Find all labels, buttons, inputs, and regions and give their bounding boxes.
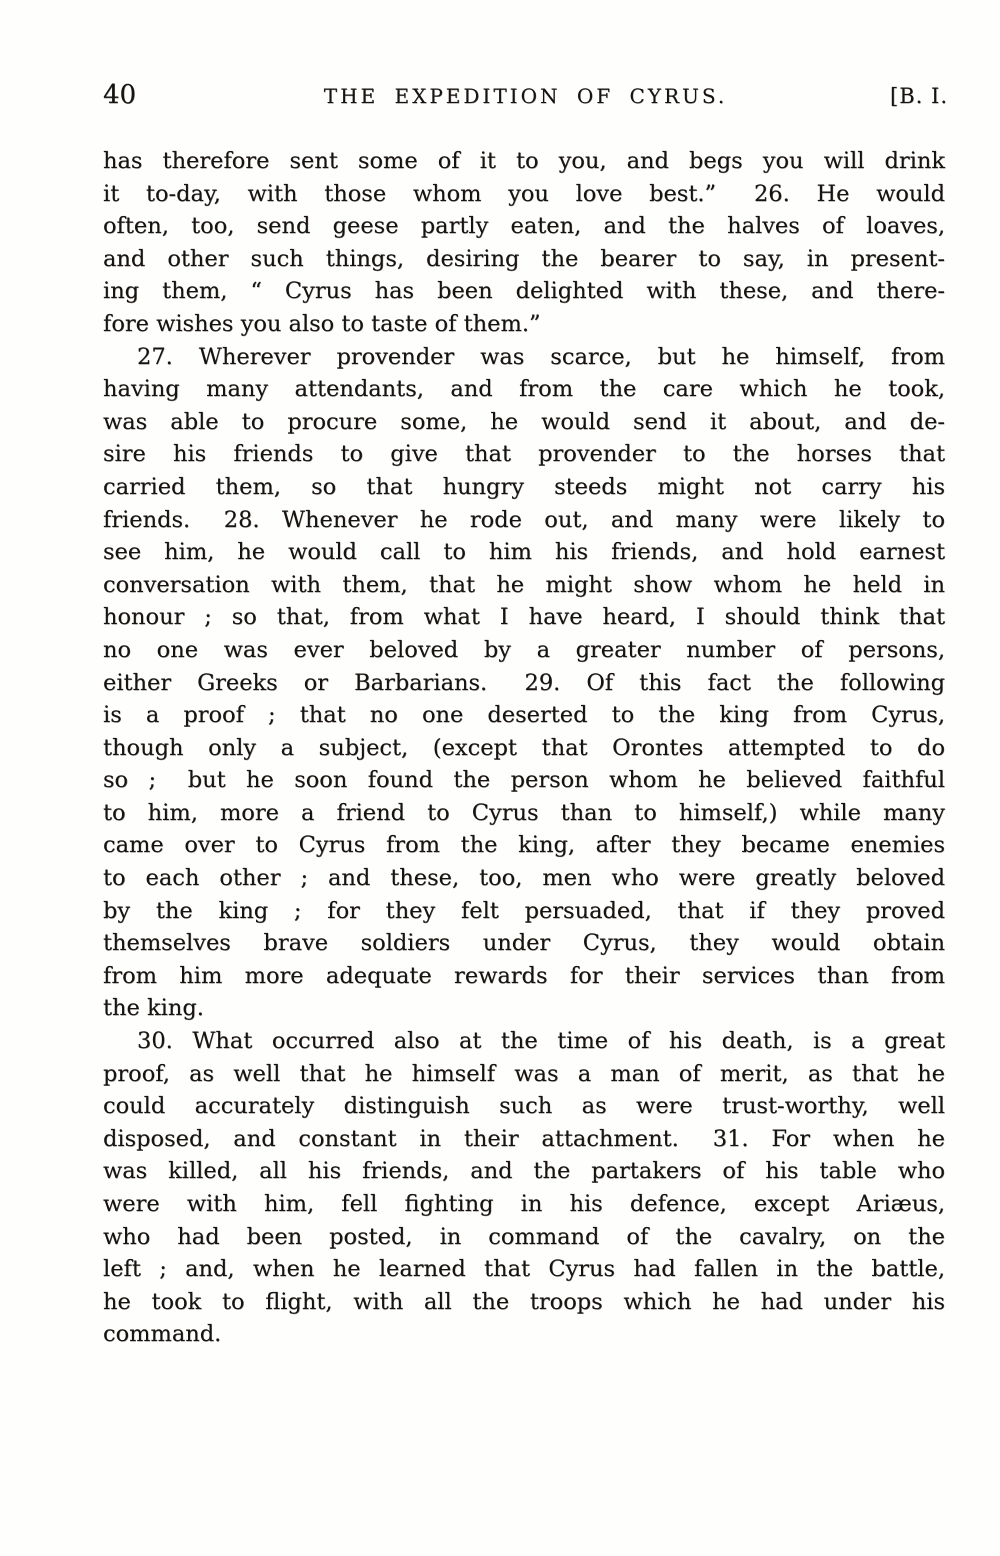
book-reference: [B. I. bbox=[890, 84, 948, 108]
text-line: could accurately distinguish such as were trust-worthy, well bbox=[103, 1093, 945, 1120]
text-line: proof, as well that he himself was a man of merit, as that he bbox=[103, 1060, 945, 1087]
text-line: has therefore sent some of it to you, and begs you will drink bbox=[103, 148, 945, 174]
text-line: friends. 28. Whenever he rode out, and many were likely to bbox=[103, 506, 945, 533]
text-line: ing them, “ Cyrus has been delighted with these, and there- bbox=[103, 278, 945, 305]
page-number: 40 bbox=[103, 80, 137, 110]
text-line: 30. What occurred also at the time of his death, is a great bbox=[137, 1028, 945, 1055]
text-line: is a proof ; that no one deserted to the king from Cyrus, bbox=[103, 702, 945, 729]
paragraph bbox=[103, 145, 945, 341]
text-line: to each other ; and these, too, men who were greatly beloved bbox=[103, 865, 945, 892]
text-line: often, too, send geese partly eaten, and the halves of loaves, bbox=[103, 213, 945, 240]
text-line: having many attendants, and from the care which he took, bbox=[103, 376, 945, 403]
text-line: disposed, and constant in their attachment. 31. For when he bbox=[103, 1125, 945, 1152]
text-line: either Greeks or Barbarians. 29. Of this fact the following bbox=[103, 669, 945, 696]
text-line: was able to procure some, he would send it about, and de- bbox=[103, 408, 945, 435]
text-line: was killed, all his friends, and the partakers of his table who bbox=[103, 1158, 945, 1185]
text-line: came over to Cyrus from the king, after they became enemies bbox=[103, 832, 945, 859]
text-line: see him, he would call to him his friends, and hold earnest bbox=[103, 539, 945, 566]
paragraph bbox=[103, 341, 945, 1025]
text-line: it to-day, with those whom you love best.” 26. He would bbox=[103, 180, 945, 207]
text-line: were with him, fell fighting in his defence, except Ariæus, bbox=[103, 1191, 945, 1217]
text-line: who had been posted, in command of the cavalry, on the bbox=[103, 1223, 945, 1250]
text-line: and other such things, desiring the bearer to say, in present- bbox=[103, 245, 945, 272]
text-line: 27. Wherever provender was scarce, but he himself, from bbox=[137, 343, 945, 370]
running-header bbox=[103, 80, 948, 110]
text-line: command. bbox=[103, 1321, 222, 1348]
paragraph bbox=[103, 1025, 945, 1351]
text-line: fore wishes you also to taste of them.” bbox=[103, 310, 541, 337]
text-line: honour ; so that, from what I have heard, I should think that bbox=[103, 604, 945, 631]
text-line: the king. bbox=[103, 995, 204, 1022]
text-line: sire his friends to give that provender to the horses that bbox=[103, 441, 945, 468]
text-body bbox=[103, 145, 945, 1351]
text-line: carried them, so that hungry steeds might not carry his bbox=[103, 473, 945, 500]
text-line: to him, more a friend to Cyrus than to himself,) while many bbox=[103, 799, 945, 826]
text-line: by the king ; for they felt persuaded, that if they proved bbox=[103, 897, 945, 924]
running-title: THE EXPEDITION OF CYRUS. bbox=[323, 84, 728, 108]
text-line: so ; but he soon found the person whom he believed faithful bbox=[103, 767, 945, 794]
text-line: no one was ever beloved by a greater number of persons, bbox=[103, 636, 945, 663]
text-line: he took to flight, with all the troops which he had under his bbox=[103, 1288, 945, 1315]
text-line: themselves brave soldiers under Cyrus, they would obtain bbox=[103, 930, 945, 957]
text-line: conversation with them, that he might show whom he held in bbox=[103, 571, 945, 598]
text-line: left ; and, when he learned that Cyrus had fallen in the battle, bbox=[103, 1256, 945, 1283]
text-line: from him more adequate rewards for their services than from bbox=[103, 962, 945, 989]
text-line: though only a subject, (except that Orontes attempted to do bbox=[103, 734, 945, 761]
